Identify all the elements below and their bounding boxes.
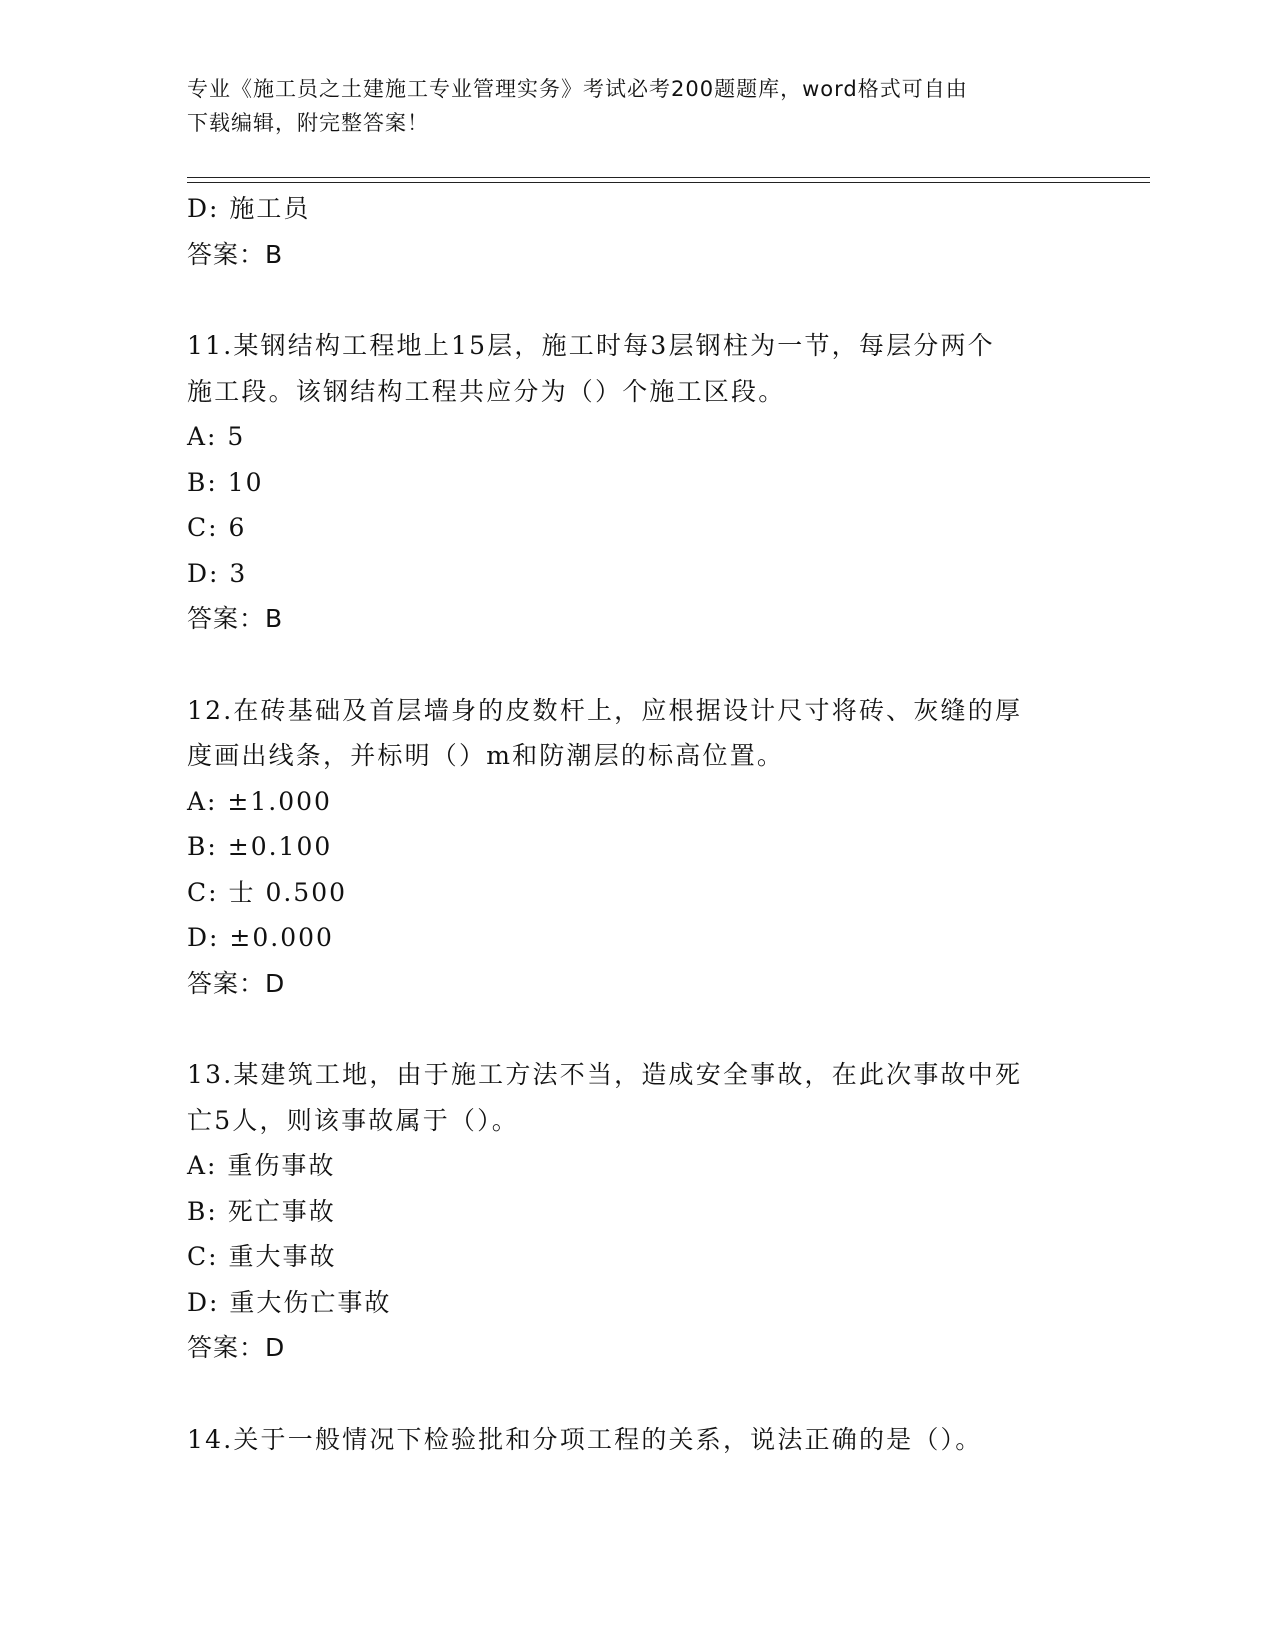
header-rule-top xyxy=(187,177,1150,178)
question-11-answer: 答案：B xyxy=(187,604,284,633)
header-rule-bottom xyxy=(187,182,1150,183)
question-12-line-2: 度画出线条，并标明（）m和防潮层的标高位置。 xyxy=(187,741,785,770)
question-12-option-b: B: ±0.100 xyxy=(187,832,333,861)
question-11-option-c: C: 6 xyxy=(187,513,247,542)
question-12 xyxy=(187,688,1087,1007)
question-11-option-a: A: 5 xyxy=(187,422,246,451)
question-13-line-2: 亡5人，则该事故属于（）。 xyxy=(187,1105,520,1135)
question-13-line-1: 13.某建筑工地，由于施工方法不当，造成安全事故，在此次事故中死 xyxy=(187,1060,1023,1089)
question-12-option-d: D: ±0.000 xyxy=(187,923,334,952)
document-header xyxy=(187,72,1087,140)
question-14 xyxy=(187,1417,1087,1463)
question-13-answer: 答案：D xyxy=(187,1333,286,1362)
question-12-option-a: A: ±1.000 xyxy=(187,786,332,816)
question-13-option-d: D: 重大伤亡事故 xyxy=(187,1287,392,1317)
question-13-option-b: B: 死亡事故 xyxy=(187,1196,336,1226)
question-11-line-1: 11.某钢结构工程地上15层，施工时每3层钢柱为一节，每层分两个 xyxy=(187,331,995,360)
question-11-line-2: 施工段。该钢结构工程共应分为（）个施工区段。 xyxy=(187,376,786,406)
question-12-option-c: C: 士 0.500 xyxy=(187,877,348,907)
prev-option-d: D: 施工员 xyxy=(187,194,311,223)
header-line-2: 下载编辑，附完整答案！ xyxy=(187,111,429,135)
question-14-line-1: 14.关于一般情况下检验批和分项工程的关系，说法正确的是（）。 xyxy=(187,1424,983,1454)
question-13-option-a: A: 重伤事故 xyxy=(187,1151,336,1180)
question-13 xyxy=(187,1052,1087,1371)
question-11-option-d: D: 3 xyxy=(187,558,248,588)
question-12-answer: 答案：D xyxy=(187,968,286,998)
question-12-line-1: 12.在砖基础及首层墙身的皮数杆上，应根据设计尺寸将砖、灰缝的厚 xyxy=(187,695,1023,725)
prev-answer: 答案：B xyxy=(187,239,284,269)
question-content xyxy=(187,186,1087,1462)
question-11 xyxy=(187,323,1087,642)
question-13-option-c: C: 重大事故 xyxy=(187,1242,337,1271)
question-11-option-b: B: 10 xyxy=(187,467,264,497)
header-line-1: 专业《施工员之土建施工专业管理实务》考试必考200题题库，word格式可自由 xyxy=(187,77,968,101)
